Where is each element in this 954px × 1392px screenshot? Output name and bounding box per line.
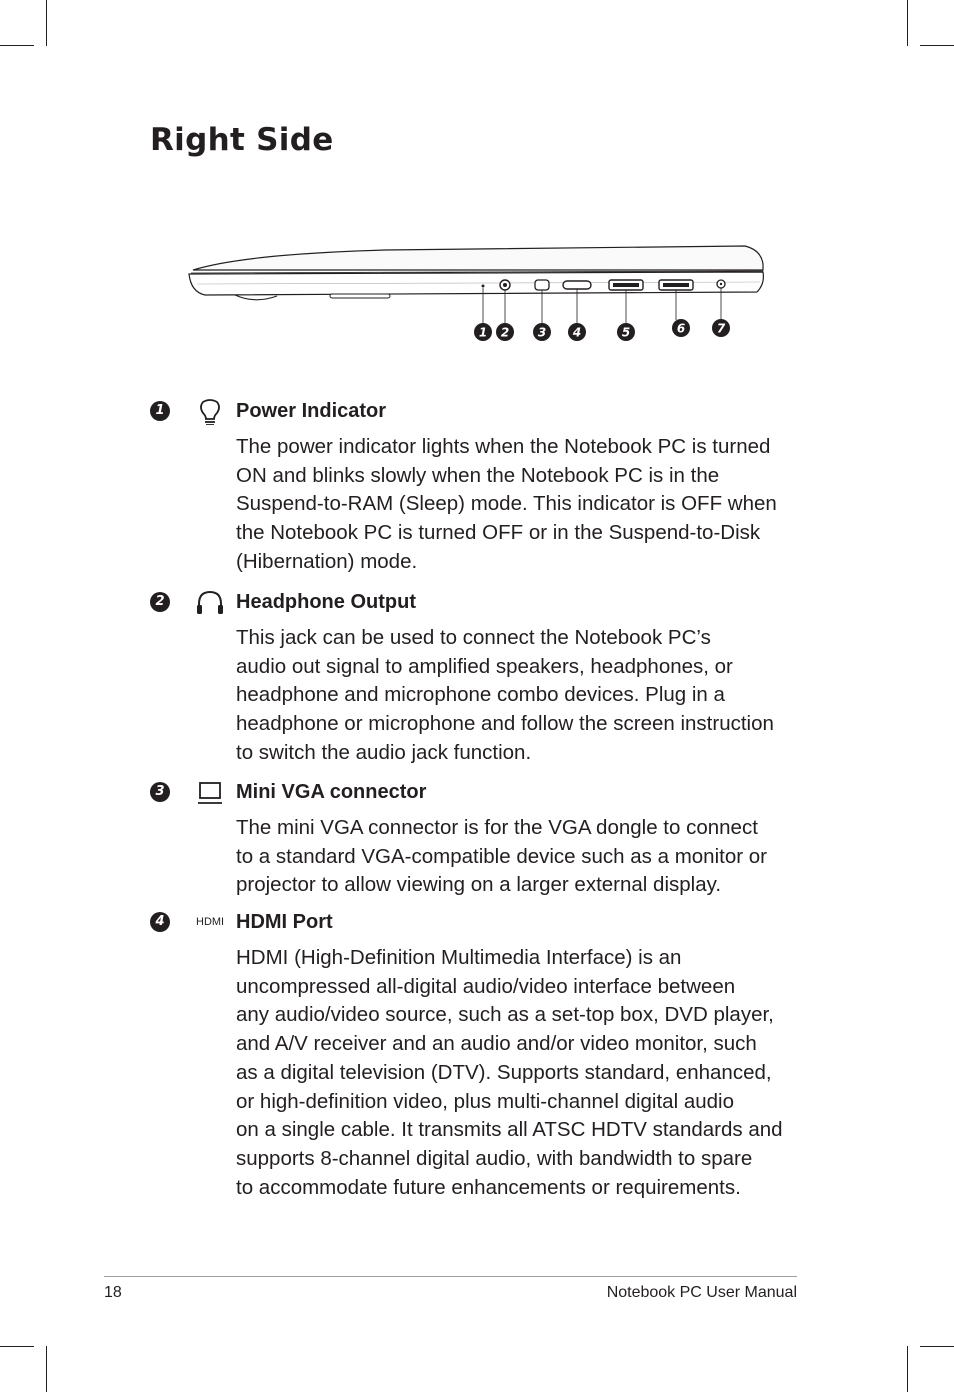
callout-3 <box>533 323 551 341</box>
footer-rule <box>104 1276 797 1277</box>
description-line: on a single cable. It transmits all ATSC HDTV standards and <box>236 1118 783 1142</box>
item-description <box>236 814 811 900</box>
callout-label: 7 <box>716 321 726 336</box>
description-line: headphone or microphone and follow the screen instruction <box>236 712 774 736</box>
callout-1 <box>474 323 492 341</box>
description-line: to a standard VGA-compatible device such as a monitor or <box>236 844 767 868</box>
crop-mark <box>0 1346 34 1347</box>
power-indicator-icon <box>192 399 228 425</box>
description-line: projector to allow viewing on a larger external display. <box>236 873 722 897</box>
item-description <box>236 944 811 1202</box>
callout-label: 3 <box>537 325 547 340</box>
callout-label: 4 <box>572 325 582 340</box>
description-line: (Hibernation) mode. <box>236 549 418 573</box>
item-description <box>236 433 811 577</box>
description-line: to accommodate future enhancements or requirements. <box>236 1175 741 1199</box>
description-line: This jack can be used to connect the Notebook PC’s <box>236 626 711 649</box>
crop-mark <box>0 45 34 46</box>
page-title: Right Side <box>150 122 334 158</box>
manual-name: Notebook PC User Manual <box>606 1284 797 1301</box>
callout-4 <box>568 323 586 341</box>
description-line: The power indicator lights when the Notebook PC is turned <box>236 435 771 458</box>
item-number-badge: 2 <box>150 592 170 612</box>
description-line: audio out signal to amplified speakers, headphones, or <box>236 654 733 678</box>
item-title: Mini VGA connector <box>236 781 427 803</box>
callout-5 <box>617 323 635 341</box>
description-line: supports 8-channel digital audio, with bandwidth to spare <box>236 1146 753 1170</box>
callout-7 <box>712 319 730 337</box>
description-line: the Notebook PC is turned OFF or in the Suspend-to-Disk <box>236 521 761 545</box>
callout-label: 2 <box>500 325 510 340</box>
page-number: 18 <box>104 1284 122 1301</box>
callout-6 <box>672 319 690 337</box>
crop-mark <box>46 0 47 46</box>
description-line: headphone and microphone combo devices. Plug in a <box>236 683 725 707</box>
callout-label: 1 <box>478 325 488 340</box>
item-description <box>236 624 811 768</box>
description-line: The mini VGA connector is for the VGA dongle to connect <box>236 816 758 839</box>
description-line: any audio/video source, such as a set-top box, DVD player, <box>236 1003 774 1027</box>
item-number-badge: 1 <box>150 401 170 421</box>
headphone-icon <box>192 590 228 616</box>
description-line: as a digital television (DTV). Supports standard, enhanced, <box>236 1060 772 1084</box>
callout-label: 6 <box>676 321 686 336</box>
description-line: Suspend-to-RAM (Sleep) mode. This indicator is OFF when <box>236 492 777 516</box>
crop-mark <box>907 1346 908 1392</box>
item-title: Headphone Output <box>236 591 416 613</box>
callout-label: 5 <box>621 325 631 340</box>
notebook-right-side-illustration <box>185 240 775 350</box>
item-number-badge: 3 <box>150 782 170 802</box>
hdmi-icon: HDMI <box>196 916 225 928</box>
description-line: HDMI (High-Definition Multimedia Interface) is an <box>236 946 682 969</box>
description-line: uncompressed all-digital audio/video interface between <box>236 974 736 998</box>
description-line: or high-definition video, plus multi-channel digital audio <box>236 1089 734 1113</box>
crop-mark <box>46 1346 47 1392</box>
callout-2 <box>496 323 514 341</box>
crop-mark <box>907 0 908 46</box>
monitor-icon <box>192 780 228 806</box>
crop-mark <box>920 45 954 46</box>
crop-mark <box>920 1346 954 1347</box>
item-title: HDMI Port <box>236 911 333 933</box>
description-line: and A/V receiver and an audio and/or video monitor, such <box>236 1032 757 1056</box>
item-number-badge: 4 <box>150 912 170 932</box>
description-line: ON and blinks slowly when the Notebook PC is in the <box>236 463 720 487</box>
item-title: Power Indicator <box>236 400 387 422</box>
description-line: to switch the audio jack function. <box>236 740 532 764</box>
